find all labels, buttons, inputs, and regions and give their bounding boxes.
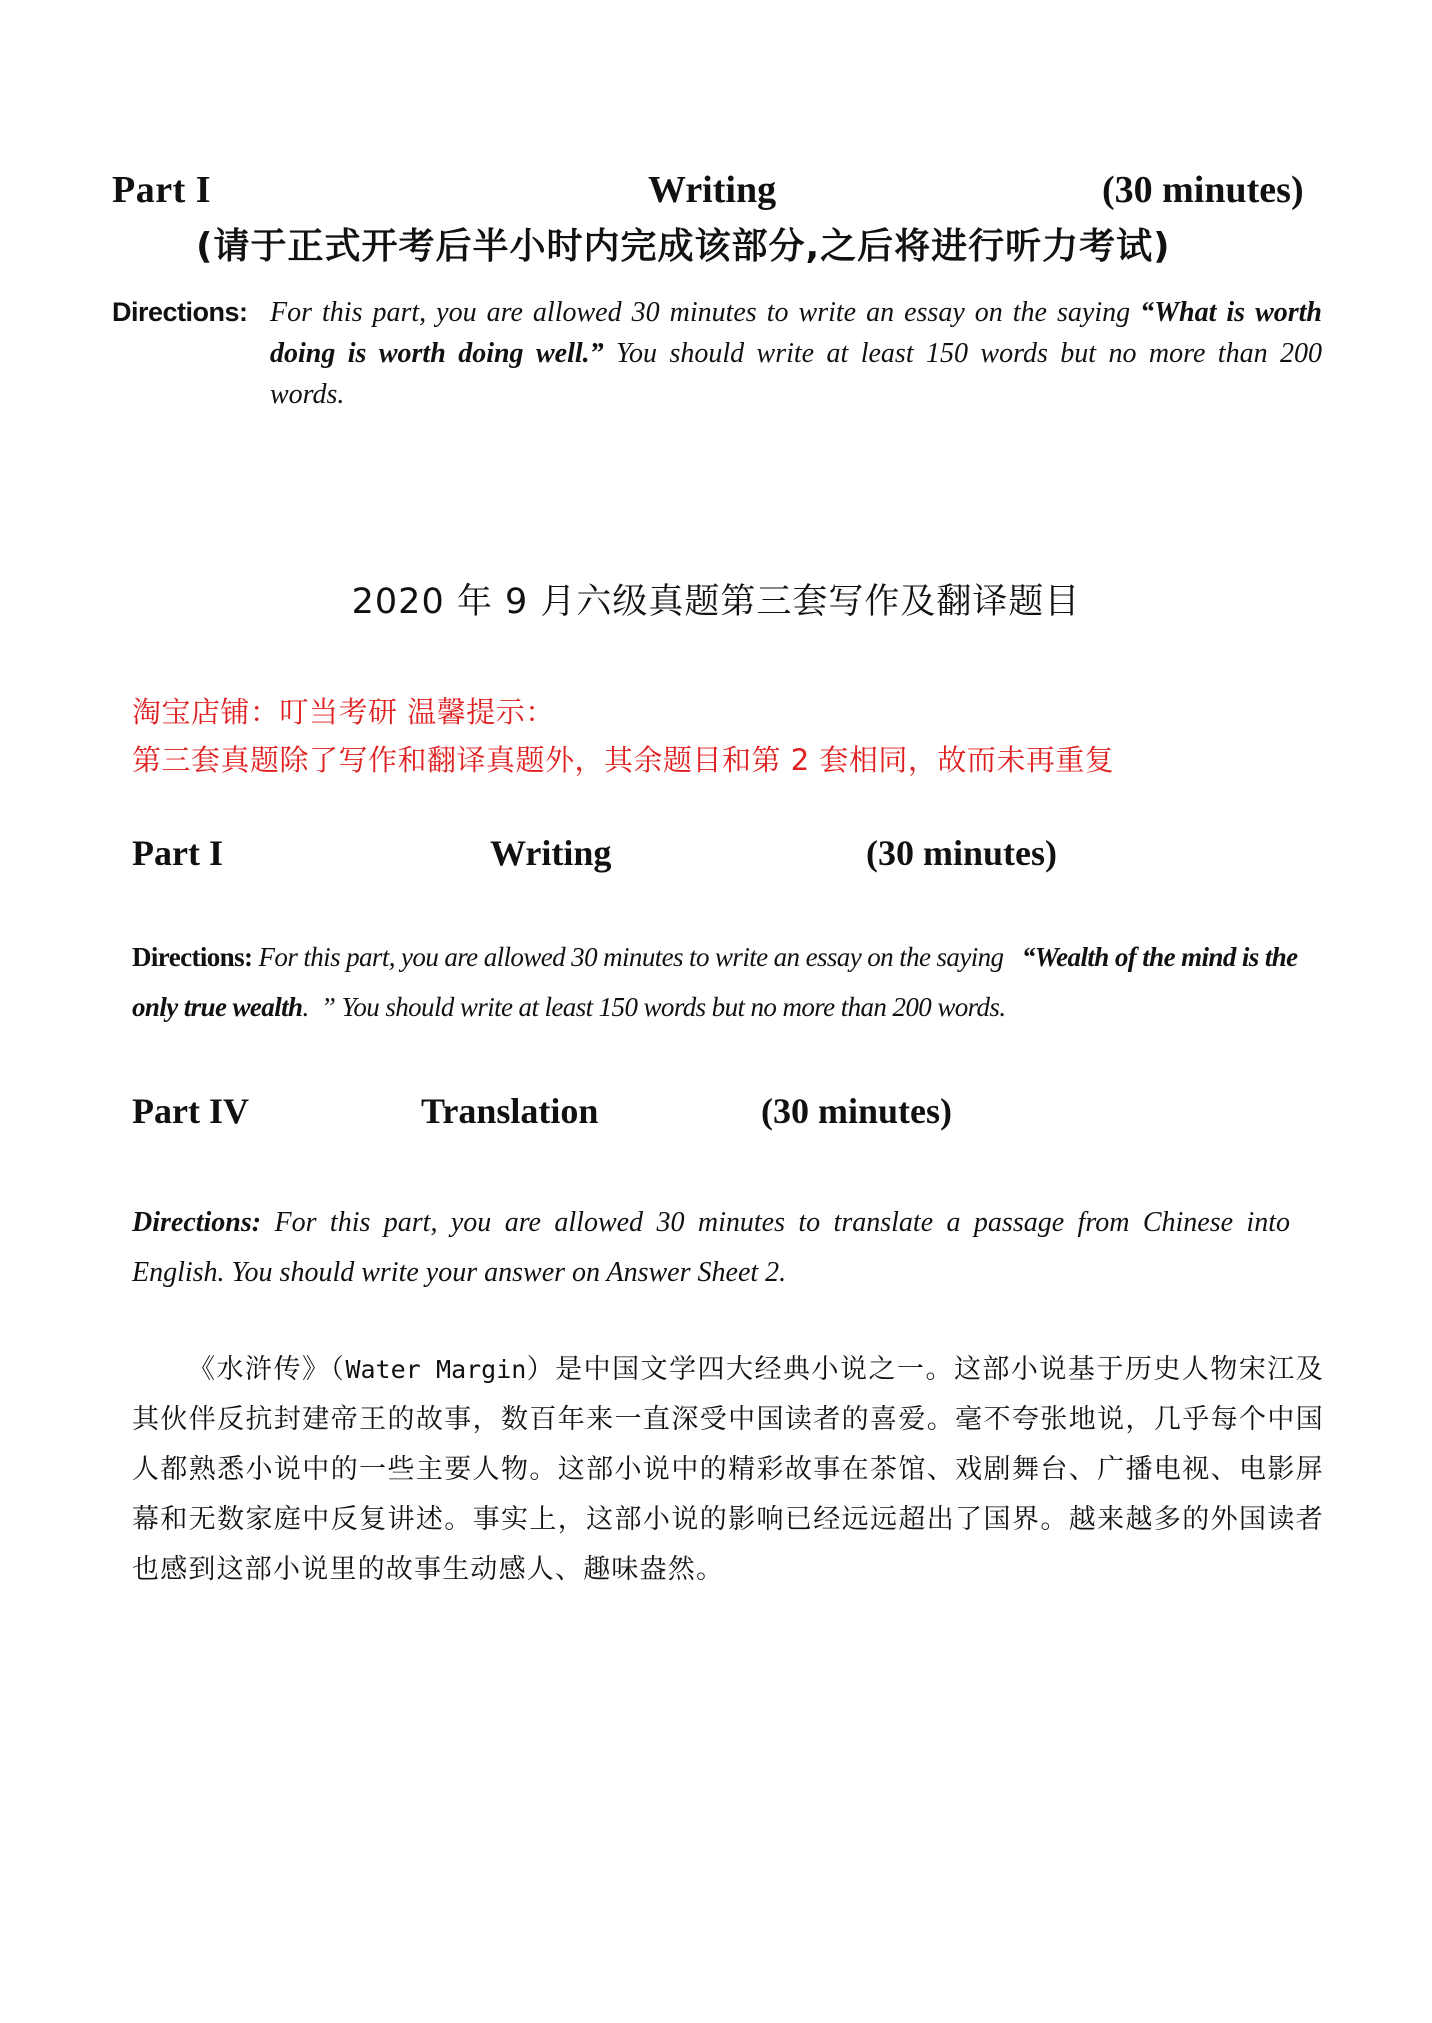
scan-exam-note: (请于正式开考后半小时内完成该部分,之后将进行听力考试) (196, 226, 1171, 267)
passage-open: 《水浒传》（ (188, 1354, 346, 1385)
reminder-note: 第三套真题除了写作和翻译真题外，其余题目和第 2 套相同，故而未再重复 (132, 743, 1115, 777)
translation-section-label: Translation (421, 1091, 599, 1131)
writing-directions-post: You should write at least 150 words but no more than 200 words. (335, 992, 1006, 1022)
writing-directions-close: . ” (302, 992, 336, 1022)
scan-directions-pre: For this part, you are allowed 30 minutes to write an essay on the saying (270, 297, 1141, 328)
scan-directions-post: You should write at least 150 words but no more than 200 words. (270, 338, 1322, 410)
writing-time-label: (30 minutes) (866, 833, 1057, 873)
scan-directions-quote: “What is worth doing is worth doing well.” (270, 297, 1323, 369)
translation-directions-label: Directions: (132, 1207, 262, 1238)
writing-part-label: Part I (132, 833, 223, 873)
writing-directions-pre: For this part, you are allowed 30 minutes to write an essay on the saying (252, 942, 1022, 972)
translation-passage (132, 1345, 1324, 1595)
translation-directions-text: For this part, you are allowed 30 minutes to translate a passage from Chinese into English. You should write your answer on Answer Sheet 2. (132, 1207, 1290, 1288)
translation-part-label: Part IV (132, 1091, 249, 1131)
translation-time-label: (30 minutes) (761, 1091, 952, 1131)
shop-note: 淘宝店铺：叮当考研 温馨提示： (132, 695, 555, 729)
writing-directions-label: Directions: (132, 942, 253, 972)
scan-directions-text (270, 292, 1322, 415)
scan-directions-label: Directions: (112, 297, 248, 327)
writing-directions-quote: “Wealth of the mind is the only true wealth (132, 942, 1298, 1022)
scan-time-label: (30 minutes) (1102, 169, 1304, 211)
writing-directions (132, 932, 1318, 1032)
page-title: 2020 年 9 月六级真题第三套写作及翻译题目 (351, 582, 1081, 622)
passage-body: ）是中国文学四大经典小说之一。这部小说基于历史人物宋江及其伙伴反抗封建帝王的故事，数百年来一直深受中国读者的喜爱。毫不夸张地说，几乎每个中国人都熟悉小说中的一些主要人物。这部小说中的精彩故事在茶馆、戏剧舞台、广播电视、电影屏幕和无数家庭中反复讲述。事实上，这部小说的影响已经远远超出了国界。越来越多的外国读者也感到这部小说里的故事生动感人、趣味盎然。 (132, 1354, 1324, 1585)
writing-section-label: Writing (490, 833, 612, 873)
scan-part-label: Part I (112, 169, 212, 211)
scan-section-label: Writing (648, 169, 777, 211)
translation-directions (132, 1198, 1290, 1298)
passage-english-title: Water Margin (345, 1355, 527, 1384)
